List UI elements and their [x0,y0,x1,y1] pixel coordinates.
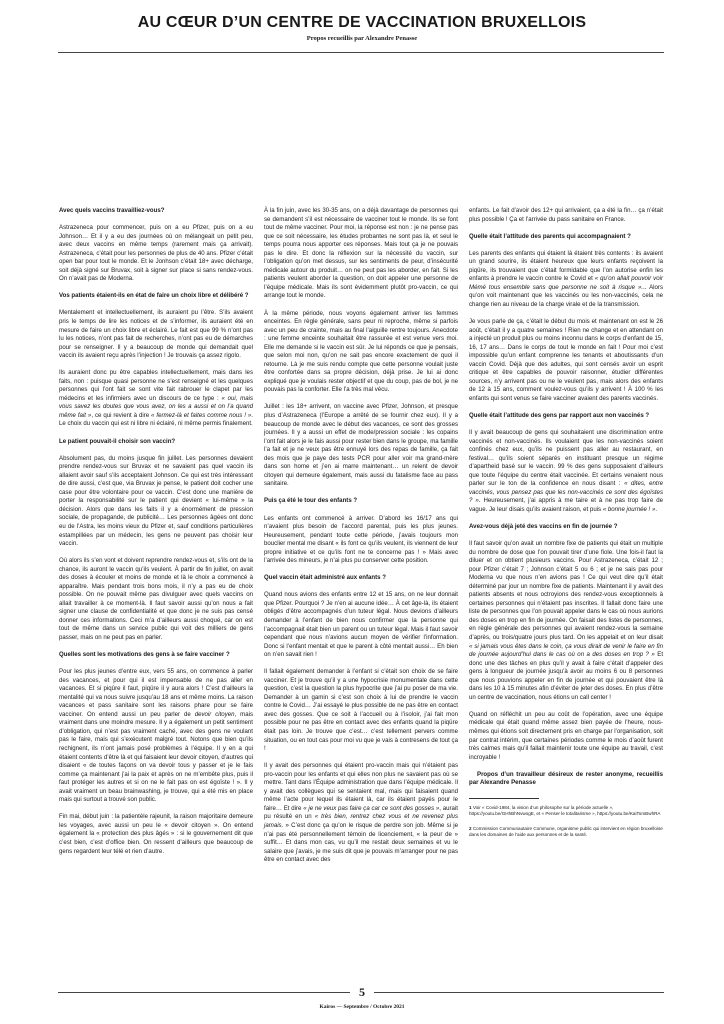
quote-run: « très bien, rentrez chez vous et ne revenez plus jamais. [264,813,458,829]
quote-run: « bonne journée ! » [602,505,656,513]
paragraph [469,540,663,702]
paragraph: Quand nous avions des enfants entre 12 et 15 ans, on ne leur donnait que Pfizer. Pourquoi ? Je n’en ai aucune idée… À cet âge-là, ils étaient obligés d’être accompagnés d’un tuteur légal. Nous devions d’ailleurs demander à l’enfant de bien nous confirmer que la personne qui l’accompagnait était bien un parent ou un tuteur légal. Mais il faut savoir cependant que nous n’avions aucun moyen de vérifier l’information. Donc si l’enfant mentait et que le parent à côté mentait aussi… Eh bien on n’en savait rien ! [264,591,458,659]
quote-run: « qu’on allait pouvoir voir Mémé tous ensemble sans que personne ne soit à risque ». [469,275,663,291]
article-title: AU CŒUR D’UN CENTRE DE VACCINATION BRUXELLOIS [137,14,587,31]
paragraph: Il fallait également demander à l’enfant si c’était son choix de se faire vacciner. Et je trouve qu’il y a une hypocrisie monumentale dans cette question, c’est la question la plus hypocrite que j’ai pu poser de ma vie. Demander à un gamin si c’est son choix à lui de prendre le vaccin contre le Covid… J’ai essayé le plus possible de ne pas être en contact avec des gosses. Que ce soit à l’accueil ou à l’isoloir, j’ai fait mon possible pour ne pas être en contact avec des enfants quand la piqûre était pas loin. Je trouve que c’est… c’est tellement pervers comme situation, ou en tout cas pour moi vu que je vais à contresens de tout ça ! [264,668,458,753]
paragraph: Juillet : les 18+ arrivent, on vaccine avec Pfizer, Johnson, et presque plus d’Astrazeneca (l’Europe a arrêté de se fournir chez eux). Il y a beaucoup de monde avec le début des vacances, ce sont des grosses journées. Il y a aussi un effet de mode/pression sociale : les copains l’ont fait alors je le fais aussi pour rester bien dans le groupe, ma famille l’a fait et je ne veux pas être ennuyé lors des repas de famille, ça fait des mois que je paye des tests PCR pour aller voir ma grand-mère dans son home et j’en ai marre maintenant… un relent de devoir citoyen qui demeure également, mais aussi du fatalisme face au pass sanitaire. [264,403,458,488]
footnote-number: 1 [469,804,472,810]
footer-divider-left [58,992,350,993]
question-heading: Le patient pouvait-il choisir son vaccin? [59,437,176,445]
paragraph: Quand on réfléchit un peu au coût de l’opération, avec une équipe médicale qui était quand même assez bien payée de l’heure, nous-mêmes qui étions soit directement pris en charge par l’organisation, soit par contrat intérim, que certaines périodes comme le mois d’août furent très calmes mais qu’il fallait maintenir toute une équipe au travail, c’est incroyable ! [469,710,663,761]
text-run: » C’est donc ça qu’on le risque de perdre son job. Même si je n’ai pas été personnellement témoin de licenciement, « la peur de » suffit… Et dans mon cas, vu qu’il me restait deux semaines et vu le salaire que j’avais, je me suis dit que je pouvais m’arranger pour ne pas être en contact avec des [264,822,458,864]
question-heading: Quelle était l’attitude des parents qui accompagnaient ? [469,232,631,240]
text-run: Ils auraient donc pu être capables intellectuellement, mais dans les faits, non : puisque quasi personne ne s’est renseigné et les quelques personnes qui l’ont fait se sont vite fait rabrouer le clapet par les médecins et les infirmiers avec un discours de ce type : [59,369,253,402]
quote-run: « fermez-là et faites comme nous ! » [151,411,252,419]
text-run: Il y avait beaucoup de gens qui souhaitaient une discrimination entre vaccinés et non-vaccinés. Ils voulaient que les non-vaccinés soient confinés chez eux, qu’ils ne puissent pas aller au restaurant, en festival… qu’ils soient séparés en instituant presque un régime d’apartheid basé sur le vaccin. 99 % des gens supposaient d’ailleurs que toute l’équipe du centre était vaccinée. Et certains venaient nous parler sur le ton de la confidence en nous disant : [469,428,663,488]
paragraph: Absolument pas, du moins jusque fin juillet. Les personnes devaient prendre rendez-vous sur Bruvax et ne savaient pas quel vaccin ils allaient avoir sauf s’ils acceptaient Johnson. Ce qui est très intéressant de dire aussi, c’est que, via Bruvax je pense, le patient doit cocher une case pour être volontaire pour ce vaccin. C’est donc une manière de porter la responsabilité sur le patient qui devient « lui-même » la décision. Alors que dans les faits il y a énormément de pression sociale, de propagande, de publicité… Les personnes âgées ont donc eu de l’Astra, les moins vieux du Pfizer et, sauf conditions particulières estampillées par un médecin, les gens ne peuvent pas choisir leur vaccin. [59,454,253,548]
question-heading: Avez-vous déjà jeté des vaccins en fin de journée ? [469,522,618,530]
text-column-1 [59,207,253,865]
text-run: . Le choix du vaccin qui est ni libre ni éclairé, ni même permis finalement. [59,411,253,428]
paragraph: Les enfants ont commencé à arriver. D’abord les 16/17 ans qui n’avaient plus besoin de l’accord parental, puis les plus jeunes. Heureusement, pendant toute cette période, j’avais toujours mon bouclier mental me disant « ils font ce qu’ils veulent, ils viennent de leur propre initiative et ce qu’ils font ne te concerne pas ! » Mais avec l’arrivée des mineurs, je n’ai plus pu conserver cette position. [264,514,458,565]
footnote-number: 2 [469,825,472,831]
question-heading: Quelles sont les motivations des gens à se faire vacciner ? [59,651,230,659]
quote-run: « dites, entre vaccinés, vous pensez pas que les non-vaccinés ce sont des égoïstes ? » [469,480,664,505]
footnote-divider [469,798,539,799]
text-run: .. Alors qu’on voit maintenant que les vaccinés ou les non-vaccinés, cela ne change rien au niveau de la charge virale et de la transmission. [469,283,663,308]
paragraph: Où alors ils s’en vont et doivent reprendre rendez-vous et, s’ils ont de la chance, ils auront le vaccin qu’ils veulent. À partir de fin juillet, on avait des doses à écouler et moins de monde et là le choix a commencé à apparaître. Mais pendant trois bons mois, il n’y a pas eu de choix possible. On ne pouvait même pas divulguer avec quels vaccins on allait travailler à ce moment-là. Il faut savoir aussi qu’on nous a fait signer une clause de confidentialité et que donc je ne suis pas censé donner ces informations. Ceci m’a d’ailleurs aussi choqué, car on est tout de même dans un service public qui voit des milliers de gens passer, mais on ne peut pas en parler. [59,557,253,642]
paragraph [469,250,663,310]
paragraph [59,369,253,429]
text-run: Pour les plus jeunes d’entre eux, vers 55 ans, on commence à parler des vacances, et pour qui il est impensable de ne pas aller en vacances. Et si piqûre il faut, piqûre il y aura alors ! C’est d’ailleurs la mentalité qui va nous suivre jusqu’au 18 ans et même moins. La raison vacances et pass sanitaire sont les raisons phare pour se faire vacciner. On entend aussi un peu parler de [59,668,253,718]
paragraph: Je vous parle de ça, c’était le début du mois et maintenant on est le 26 août, c’était il y a quatre semaines ! Rien ne change et en attendant on a injecté un produit plus ou moins inconnu dans le corps d’enfant de 15, 16, 17 ans… Dans le corps de tout le monde en fait ! Pour moi c’est impossible qu’un enfant comprenne les tenants et aboutissants d’un vaccin Covid. Déjà que des adultes, qui sont censés avoir un esprit critique et être capables de pouvoir raisonner, étudier différentes sources, n’y arrivent pas ou ne le veulent pas, mais alors des enfants de 12 à 15 ans, comment voulez-vous qu’ils y arrivent ! À 100 % les enfants qui sont venus se faire vacciner avaient des parents vaccinés. [469,317,663,402]
footnote-text: Commission Communautaire Commune, organisme public qui intervient en région bruxelloise dans les domaines de l’aide aux personnes et de la santé. [469,825,663,837]
text-run: Les parents des enfants qui étaient là étaient très contents : ils avaient un grand sourire, ils étaient heureux que leurs enfants reçoivent la piqûre, ils trouvaient que c’était formidable que l’on autorise enfin les enfants à prendre le vaccin contre le Covid et [469,249,663,283]
text-run: . [655,505,658,513]
paragraph [469,429,663,514]
footnote [469,826,663,838]
question-heading: Quelle était l’attitude des gens par rapport aux non vaccinés ? [469,411,650,419]
paragraph: Astrazeneca pour commencer, puis on a eu Pfizer, puis on a eu Johnson… Et il y a eu des journées où on mélangeait un petit peu, avec deux vaccins en même temps (rarement mais ça arrivait). Astrazeneca, c’était pour les personnes de plus de 40 ans. Pfizer c’était open bar pour tout le monde. Et le Jonhson c’était 18+ avec décharge, soit déjà signé sur Bruvax, soit à signer sur place si sans rendez-vous. On n’avait pas de Moderna. [59,224,253,283]
text-column-2 [264,207,458,873]
quote-run: devoir citoyen [194,710,235,718]
quote-run: « si jamais vous êtes dans le coin, ça vous dirait de venir le faire en fin de journée aujourd’hui dans le cas où on a des doses en trop ? » [469,642,663,659]
text-run: Il y avait des personnes qui étaient pro-vaccin mais qui n’étaient pas pro-vaccin pour les enfants et qui elles non plus ne savaient pas où se mettre. Tant dans l’Équipe administration que dans l’équipe médicale. Il y avait des collègues qui se sentaient mal, mais qui faisaient quand même l’acte pour lequel ils étaient là, car ils étaient payés pour le faire… Et dire [264,762,458,812]
footnote [469,805,663,817]
paragraph [59,668,253,805]
text-run: . Heureusement, j’ai appris à me taire et à ne pas trop faire de vague. Je leur disais qu’ils avaient raison, et puis [469,497,663,513]
paragraph: Mentalement et intellectuellement, ils auraient pu l’être. S’ils avaient pris le temps de lire les notices et de s’informer, ils auraient été en mesure de faire un choix libre et éclairé. Le fait est que 99 % n’ont pas lu les notices, n’ont pas fait de recherches, n’ont pas eu de démarches pour se renseigner. Il y a beaucoup de monde qui demandait quel vaccin ils avaient reçu après l’injection ! Je trouvais ça assez rigolo. [59,309,253,360]
text-run: , ce qui revient à dire [91,411,152,419]
paragraph: enfants. Le fait d’avoir des 12+ qui arrivaient, ça a été la fin… ça n’était plus possible ! Ça et l’arrivée du pass sanitaire en France. [469,207,663,223]
quote-run: « je ne veux pas faire ça car ce sont des gosses » [303,804,440,812]
footer-line: Kairos — Septembre / Octobre 2021 [319,1004,405,1010]
question-heading: Quel vaccin était administré aux enfants ? [264,574,386,582]
question-heading: Puis ça été le tour des enfants ? [264,497,358,505]
paragraph: À la même période, nous voyons également arriver les femmes enceintes. En règle générale, sans peur ni reproche, même si parfois avec un peu de crainte, mais au final l’aiguille rentre toujours. Anecdote : une femme enceinte souhaitait être rassurée et est venue vers moi. Elle me demande si le vaccin est sûr. Je lui réponds ce que je pensais, que selon moi non, qu’on ne sait pas encore exactement de quoi il retourne. Là je me suis rendu compte que cette personne voulait juste être confortée dans sa propre décision, déjà prise. Je lui ai donc expliqué que je voulais rester objectif et que du coup, pas de bol, je ne pouvais pas la conforter. Elle l’a très mal vécu. [264,309,458,394]
paragraph [264,762,458,865]
text-run: , aurait pu résulté en un [264,804,458,821]
question-heading: Vos patients étaient-ils en état de faire un choix libre et délibéré ? [59,292,249,300]
article-byline: Propos recueillis par Alexandre Penasse [306,35,418,42]
text-run: Et donc une des tâches en plus qu’il y avait à faire c’était d’appeler des gens à longueur de journée jusqu’à avoir au moins 6 ou 8 personnes que nous pouvions appeler en fin de journée et qui pouvaient être là dans les 10 à 15 minutes afin d’éviter de jeter des doses. En plus d’être un centre de vaccination, nous étions un call center ! [469,651,664,701]
quote-run: « oui, mais vous savez les doutes que vous avez, on les a aussi et on l’a quand même fait » [59,394,253,419]
article-header [0,14,724,42]
header-divider [58,52,664,53]
text-column-3 [469,207,663,847]
footnote-text: Voir « Covid-1984, la vision d’un philosophe sur la période actuelle », https://youtu.be/GHhBhNvwogE, et « Penser le totalitarisme », https://youtu.be/KaiTomBwhRA [469,804,661,816]
text-run: Il faut savoir qu’on avait un nombre fixe de patients qui était un multiple du nombre de dose que l’on pouvait tirer d’une fiole. Une fois-il faut la diluer et on obtient plusieurs vaccins. Pour Astrazeneca, c’était 12 ; pour Pfizer c’était 7 ; Johnson c’était 5 ou 6 ; et je ne sais pas pour Moderna vu que nous n’en avions pas ! Ce qui veut dire qu’il était déterminé par jour un nombre fixe de patients. Maintenant il y avait des patients absents et nous octroyions des rendez-vous exceptionnels à certaines personnes qui n’étaient pas inscrites. Il fallait donc faire une liste de personnes que l’on pouvait appeler dans le cas où nous aurions des doses en trop en fin de journée. On faisait des listes de personnes, en règle générale des personnes qui avaient rendez-vous la semaine d’après, ou trois/quatre jours plus tard. On les appelait et on leur disait [469,540,663,642]
text-run: , mais vraiment dans une moindre mesure. Il y a également un petit sentiment d’obligation, qui n’est pas vraiment caché, avec des gens ne voulant pas le faire, mais qui s’exécutent malgré tout. Notons que bien qu’ils rechignent, ils n’ont jamais posé problèmes à l’équipe. Il y en a qui étaient contents d’être là et qui faisaient leur devoir citoyen, d’autres qui disaient « de toutes façons on va devoir tous y passer et je le fais comme ça maintenant j’ai la paix et après on ne m’embête plus, puis il faut protéger les autres et si on ne le fait pas on est égoïste ! ». Il y avait vraiment un beau brainwashing, je trouve, qui a été mis en place mais qui surtout a trouvé son public. [59,710,253,804]
page-number: 5 [359,985,365,999]
paragraph: Fin mai, début juin : la patientèle rajeunit, la raison majoritaire demeure les voyages, avec aussi un peu le « devoir citoyen ». On entend également la « protection des plus âgés » : si le gouvernement dit que c’est bien, c’est d’office bien. On ressent d’ailleurs que beaucoup de gens regardent leur télé et rien d’autre. [59,813,253,855]
signature: Propos d’un travailleur désireux de rester anonyme, recueillis par Alexandre Penasse [469,770,663,787]
paragraph: À la fin juin, avec les 30-35 ans, on a déjà davantage de personnes qui se demandent s’il est nécessaire de vacciner tout le monde. Ils se font tout de même vacciner. Pour moi, la réponse est non : je ne pense pas que ce soit nécessaire, les études probantes ne sont pas là, et seul le temps pourra nous apporter ces réponses. Mais tout ça je ne pouvais pas le dire. Et donc la réflexion sur la nécessité du vaccin, sur l’obligation qu’on met dessus, sur les sentiments de peur, d’insécurité médicale autour du produit… on ne peut pas les aborder, en fait. Si les patients veulent aborder la question, on doit appeler une personne de l’équipe médicale. Mais ils sont évidemment plutôt pro-vaccin, ce qui arrange tout le monde. [264,207,458,300]
footer-divider-right [374,992,664,993]
question-heading: Avec quels vaccins travailliez-vous? [59,207,165,214]
